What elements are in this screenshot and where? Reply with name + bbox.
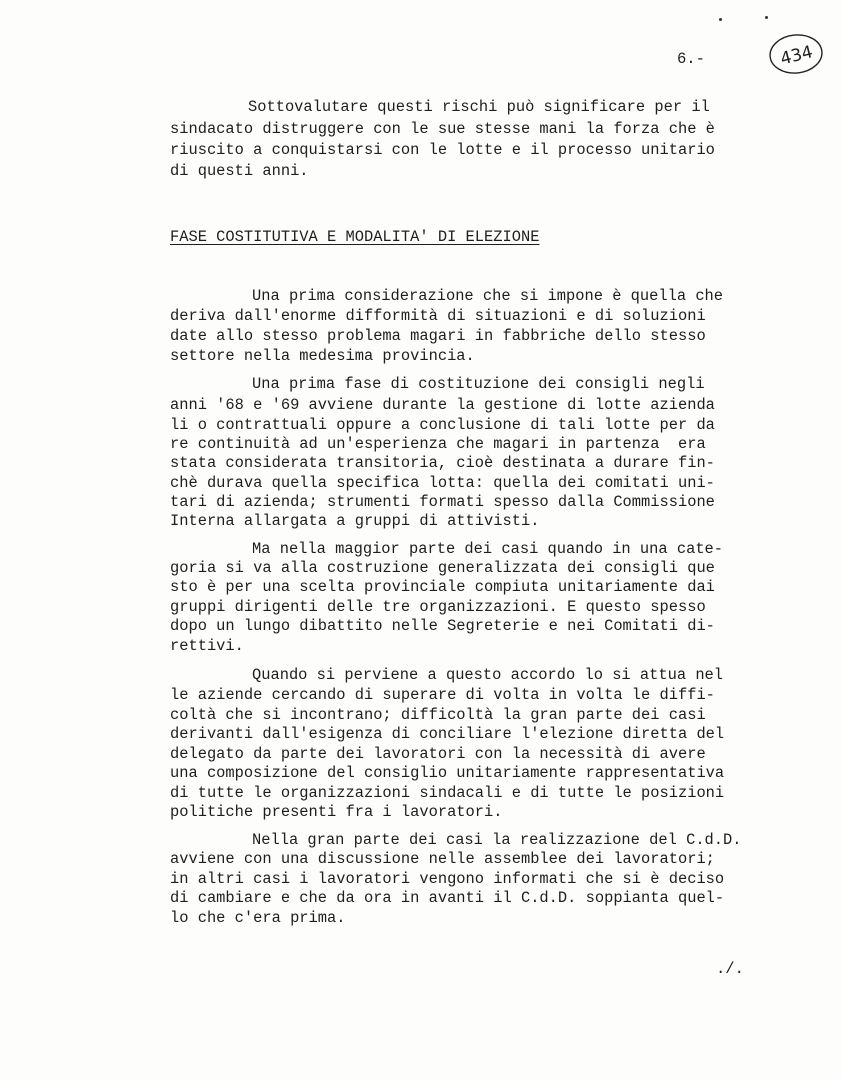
text-line: politiche presenti fra i lavoratori.	[170, 803, 503, 821]
text-line: delegato da parte dei lavoratori con la necessità di avere	[170, 745, 706, 763]
text-line: di tutte le organizzazioni sindacali e di tutte le posizioni	[170, 784, 725, 802]
text-line: Nella gran parte dei casi la realizzazione del C.d.D.	[252, 831, 742, 849]
text-line: rettivi.	[170, 637, 244, 655]
text-line: riuscito a conquistarsi con le lotte e il processo unitario	[170, 141, 715, 159]
text-line: sto è per una scelta provinciale compiuta unitariamente dai	[170, 578, 715, 596]
text-line: Ma nella maggior parte dei casi quando in una cate-	[252, 540, 724, 558]
text-line: le aziende cercando di superare di volta in volta le diffi-	[170, 686, 715, 704]
text-line: date allo stesso problema magari in fabbriche dello stesso	[170, 327, 706, 345]
text-line: chè durava quella specifica lotta: quella dei comitati uni-	[170, 474, 715, 492]
text-line: settore nella medesima provincia.	[170, 347, 475, 365]
text-line: deriva dall'enorme difformità di situazioni e di soluzioni	[170, 307, 706, 325]
archive-stamp-icon	[768, 32, 824, 76]
text-line: gruppi dirigenti delle tre organizzazioni. E questo spesso	[170, 598, 706, 616]
text-line: in altri casi i lavoratori vengono informati che si è deciso	[170, 870, 725, 888]
text-line: sindacato distruggere con le sue stesse mani la forza che è	[170, 120, 715, 138]
text-line: di questi anni.	[170, 162, 309, 180]
text-line: goria si va alla costruzione generalizzata dei consigli que	[170, 559, 715, 577]
continuation-mark: ./.	[716, 960, 744, 978]
text-line: dopo un lungo dibattito nelle Segreterie e nei Comitati di-	[170, 617, 715, 635]
text-line: Una prima considerazione che si impone è quella che	[252, 287, 724, 305]
text-line: avviene con una discussione nelle assemblee dei lavoratori;	[170, 850, 715, 868]
text-line: li o contrattuali oppure a conclusione di tali lotte per da	[170, 416, 715, 434]
page-number: 6.-	[677, 50, 705, 68]
text-line: Interna allargata a gruppi di attivisti.	[170, 512, 540, 530]
text-line: una composizione del consiglio unitariamente rappresentativa	[170, 764, 725, 782]
text-line: di cambiare e che da ora in avanti il C.d.D. soppianta quel-	[170, 889, 725, 907]
text-line: Sottovalutare questi rischi può significare per il	[248, 98, 710, 116]
text-line: stata considerata transitoria, cioè destinata a durare fin-	[170, 454, 715, 472]
text-line: tari di azienda; strumenti formati spesso dalla Commissione	[170, 493, 715, 511]
speck-mark	[765, 16, 768, 19]
text-line: coltà che si incontrano; difficoltà la gran parte dei casi	[170, 706, 706, 724]
text-line: lo che c'era prima.	[170, 909, 346, 927]
text-line: re continuità ad un'esperienza che magari in partenza era	[170, 435, 706, 453]
section-heading: FASE COSTITUTIVA E MODALITA' DI ELEZIONE	[170, 228, 540, 246]
stamp-number: 434	[778, 42, 815, 70]
text-line: Una prima fase di costituzione dei consigli negli	[252, 375, 705, 393]
speck-mark	[719, 18, 722, 21]
text-line: derivanti dall'esigenza di conciliare l'elezione diretta del	[170, 725, 725, 743]
text-line: anni '68 e '69 avviene durante la gestione di lotte azienda	[170, 396, 715, 414]
text-line: Quando si perviene a questo accordo lo si attua nel	[252, 666, 724, 684]
